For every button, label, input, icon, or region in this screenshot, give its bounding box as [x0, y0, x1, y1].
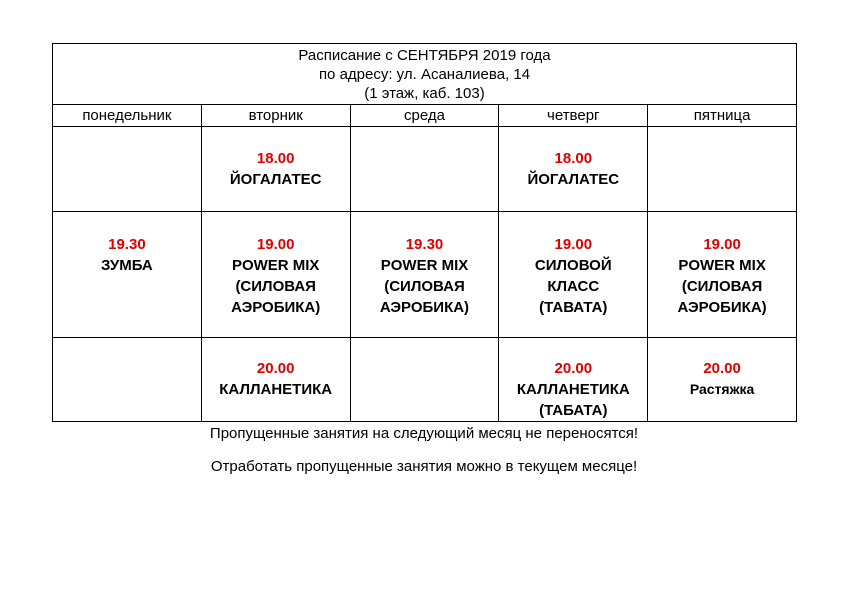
class-time: 19.30 [405, 236, 444, 253]
table-row [53, 127, 797, 212]
class-name: ЙОГАЛАТЕС [229, 171, 322, 188]
class-name-line: (ТАВАТА) [539, 299, 608, 316]
table-row [53, 338, 797, 422]
class-name: КАЛЛАНЕТИКА [219, 381, 333, 398]
class-time: 20.00 [703, 360, 741, 377]
class-time: 20.00 [256, 360, 295, 377]
day-thursday: четверг [499, 105, 648, 127]
slot-thursday-3 [499, 338, 648, 422]
schedule-table [52, 43, 797, 422]
slot-monday-3 [53, 338, 202, 422]
slot-tuesday-3 [201, 338, 350, 422]
class-time: 19.30 [108, 236, 146, 253]
class-time: 18.00 [554, 150, 593, 167]
class-name-line: АЭРОБИКА) [677, 299, 767, 316]
class-name: ЗУМБА [101, 257, 153, 274]
class-name: POWER MIX [380, 257, 469, 274]
class-time: 19.00 [554, 236, 593, 253]
class-time: 20.00 [554, 360, 593, 377]
day-wednesday: среда [350, 105, 499, 127]
header-title: Расписание с СЕНТЯБРЯ 2019 года [298, 46, 551, 64]
class-name: POWER MIX [231, 257, 320, 274]
table-row [53, 212, 797, 338]
note-no-transfer: Пропущенные занятия на следующий месяц не переносятся! [209, 425, 639, 442]
schedule-header [53, 44, 797, 105]
class-name-line: АЭРОБИКА) [231, 299, 321, 316]
class-name-line: КЛАСС [547, 278, 600, 295]
class-name: ЙОГАЛАТЕС [527, 171, 620, 188]
class-name-line: (СИЛОВАЯ [235, 278, 316, 295]
class-name-line: (ТАБАТА) [539, 402, 608, 419]
day-monday: понедельник [53, 105, 202, 127]
slot-friday-3 [648, 338, 797, 422]
slot-wednesday-1 [350, 127, 499, 212]
header-room: (1 этаж, каб. 103) [364, 84, 485, 102]
class-time: 19.00 [256, 236, 295, 253]
day-friday: пятница [648, 105, 797, 127]
slot-thursday-1 [499, 127, 648, 212]
slot-tuesday-1 [201, 127, 350, 212]
note-makeup: Отработать пропущенные занятия можно в текущем месяце! [210, 458, 638, 475]
class-name-line: АЭРОБИКА) [379, 299, 470, 316]
slot-monday-1 [53, 127, 202, 212]
header-address: по адресу: ул. Асаналиева, 14 [318, 65, 531, 83]
slot-tuesday-2 [201, 212, 350, 338]
slot-monday-2 [53, 212, 202, 338]
class-name: POWER MIX [678, 257, 766, 274]
class-name: КАЛЛАНЕТИКА [516, 381, 630, 398]
class-name-line: (СИЛОВАЯ [384, 278, 465, 295]
slot-thursday-2 [499, 212, 648, 338]
class-time: 19.00 [703, 236, 741, 253]
slot-wednesday-2 [350, 212, 499, 338]
slot-friday-1 [648, 127, 797, 212]
class-name-line: (СИЛОВАЯ [681, 278, 763, 295]
schedule-sheet [52, 43, 797, 422]
class-name: Растяжка [689, 381, 755, 397]
class-time: 18.00 [256, 150, 295, 167]
day-tuesday: вторник [201, 105, 350, 127]
slot-wednesday-3 [350, 338, 499, 422]
class-name: СИЛОВОЙ [534, 257, 612, 274]
slot-friday-2 [648, 212, 797, 338]
